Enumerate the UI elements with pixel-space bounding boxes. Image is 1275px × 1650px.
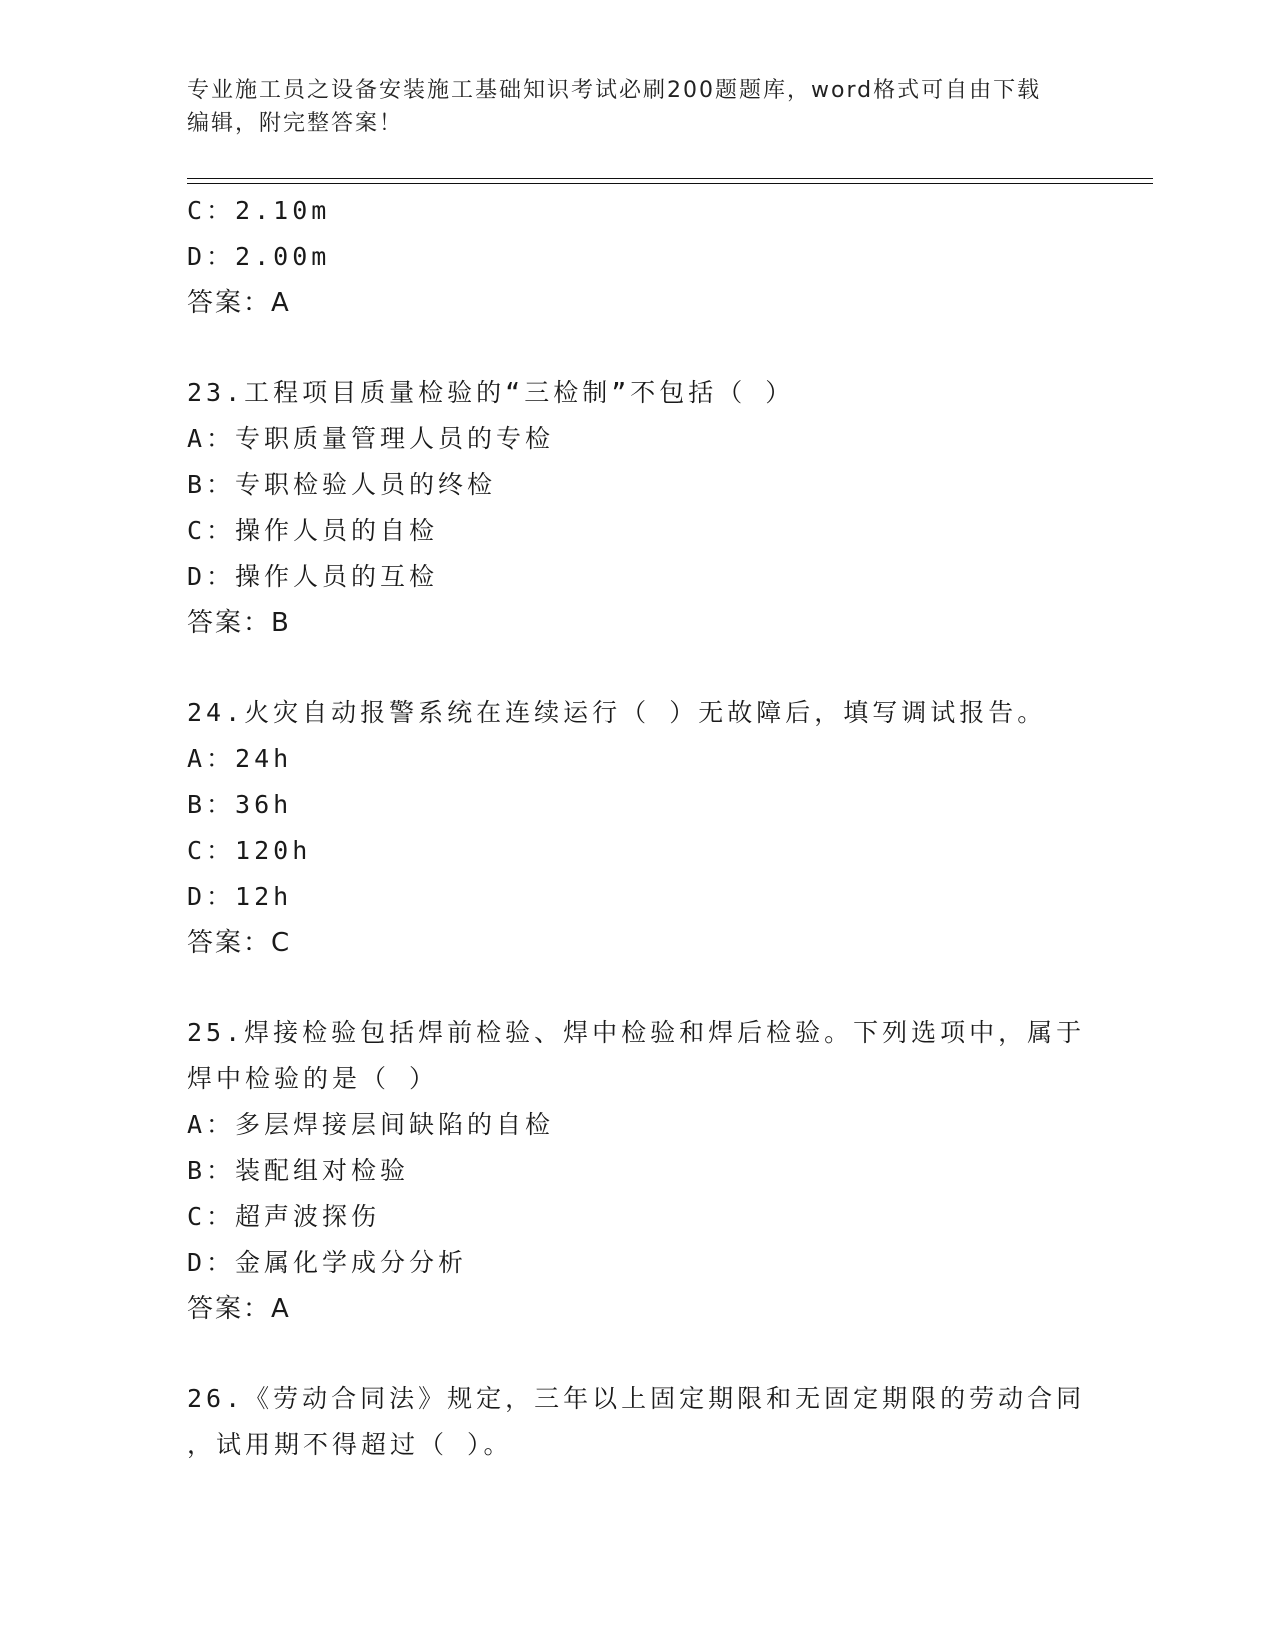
option-a: A：多层焊接层间缺陷的自检 (187, 1110, 555, 1139)
question-23 (187, 370, 1087, 646)
question-text: 23.工程项目质量检验的“三检制”不包括（ ） (187, 378, 795, 407)
option-a: A：专职质量管理人员的专检 (187, 424, 555, 453)
question-25 (187, 1010, 1087, 1332)
option-c: C：2.10m (187, 196, 331, 225)
option-d: D：金属化学成分分析 (187, 1248, 468, 1277)
answer-line: 答案：B (187, 608, 291, 638)
option-a: A：24h (187, 744, 293, 773)
question-text: 24.火灾自动报警系统在连续运行（ ）无故障后，填写调试报告。 (187, 698, 1047, 727)
option-d: D：12h (187, 882, 293, 911)
header-divider-bottom (187, 183, 1153, 184)
question-text-line2: ，试用期不得超过（ ）。 (187, 1430, 513, 1459)
answer-line: 答案：A (187, 288, 291, 318)
question-22-fragment (187, 188, 1087, 326)
option-c: C：120h (187, 836, 312, 865)
question-26 (187, 1376, 1087, 1468)
option-c: C：超声波探伤 (187, 1202, 381, 1231)
option-c: C：操作人员的自检 (187, 516, 439, 545)
question-text-line1: 25.焊接检验包括焊前检验、焊中检验和焊后检验。下列选项中，属于 (187, 1018, 1086, 1047)
header-divider-top (187, 178, 1153, 179)
question-text-line1: 26.《劳动合同法》规定，三年以上固定期限和无固定期限的劳动合同 (187, 1384, 1086, 1413)
question-24 (187, 690, 1087, 966)
answer-line: 答案：A (187, 1294, 291, 1324)
header-title-line1: 专业施工员之设备安装施工基础知识考试必刷200题题库，word格式可自由下载 (187, 78, 1042, 103)
option-d: D：2.00m (187, 242, 331, 271)
option-b: B：装配组对检验 (187, 1156, 410, 1185)
question-text-line2: 焊中检验的是（ ） (187, 1064, 439, 1093)
option-d: D：操作人员的互检 (187, 562, 439, 591)
answer-line: 答案：C (187, 928, 292, 958)
option-b: B：专职检验人员的终检 (187, 470, 497, 499)
option-b: B：36h (187, 790, 293, 819)
document-header (187, 74, 1067, 140)
header-title-line2: 编辑，附完整答案！ (187, 111, 404, 136)
question-list (187, 188, 1087, 1468)
